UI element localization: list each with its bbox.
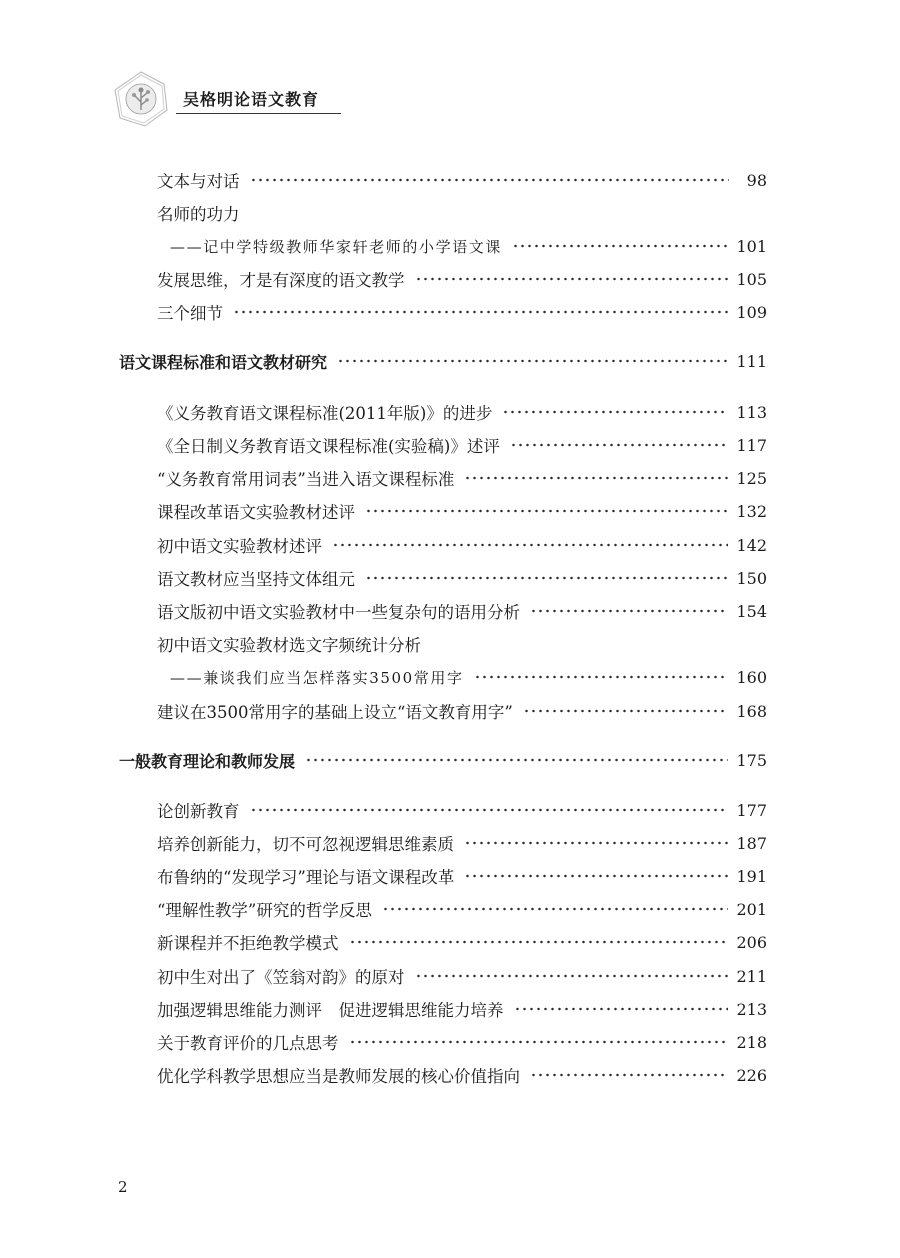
leader-dots bbox=[332, 541, 728, 549]
toc-page-number: 211 bbox=[736, 966, 767, 986]
leader-dots bbox=[530, 607, 728, 615]
toc-entry[interactable] bbox=[157, 397, 767, 427]
leader-dots bbox=[510, 441, 729, 449]
leader-dots bbox=[464, 872, 728, 880]
toc-page-number: 168 bbox=[736, 701, 767, 721]
toc-entry-title: 初中语文实验教材选文字频统计分析 bbox=[157, 636, 421, 655]
toc-entry[interactable] bbox=[157, 563, 767, 593]
toc-entry-title: 加强逻辑思维能力测评 促进逻辑思维能力培养 bbox=[157, 1001, 504, 1020]
section-title: 一般教育理论和教师发展 bbox=[119, 751, 296, 771]
toc-page-number: 98 bbox=[746, 170, 767, 190]
toc-page-number: 109 bbox=[736, 302, 767, 322]
toc-entry-title: “义务教育常用词表”当进入语文课程标准 bbox=[157, 470, 455, 489]
toc-section-heading[interactable] bbox=[119, 346, 767, 376]
leader-dots bbox=[415, 972, 729, 980]
toc-page-number: 101 bbox=[736, 236, 767, 256]
toc-entry[interactable] bbox=[157, 165, 767, 195]
toc-page-number: 206 bbox=[736, 932, 767, 952]
toc-entry-title: 三个细节 bbox=[157, 304, 223, 323]
leader-dots bbox=[530, 1071, 728, 1079]
toc-entry-title: 课程改革语文实验教材述评 bbox=[157, 503, 355, 522]
leader-dots bbox=[514, 1005, 729, 1013]
toc-page-number: 113 bbox=[736, 402, 767, 422]
toc-entry-title: 培养创新能力，切不可忽视逻辑思维素质 bbox=[157, 835, 454, 854]
toc-entry[interactable] bbox=[157, 961, 767, 991]
toc-page-number: 142 bbox=[736, 535, 767, 555]
leader-dots bbox=[250, 806, 729, 814]
toc-page-number: 175 bbox=[736, 750, 767, 770]
leader-dots bbox=[512, 242, 728, 250]
toc-page-number: 213 bbox=[736, 999, 767, 1019]
toc-entry[interactable] bbox=[157, 297, 767, 327]
toc-subtitle: ——兼谈我们应当怎样落实3500常用字 bbox=[170, 668, 464, 687]
toc-entry-title: 发展思维，才是有深度的语文教学 bbox=[157, 271, 405, 290]
toc-entry[interactable] bbox=[157, 861, 767, 891]
toc-entry[interactable] bbox=[157, 530, 767, 560]
toc-entry[interactable] bbox=[157, 795, 767, 825]
book-title: 吴格明论语文教育 bbox=[183, 90, 320, 109]
toc-entry-subtitle[interactable] bbox=[170, 662, 767, 692]
toc-page-number: 191 bbox=[736, 866, 767, 886]
leader-dots bbox=[365, 574, 728, 582]
toc-entry-title: 优化学科教学思想应当是教师发展的核心价值指向 bbox=[157, 1067, 520, 1086]
page-number-footer: 2 bbox=[118, 1178, 128, 1196]
toc-page-number: 150 bbox=[736, 568, 767, 588]
toc-entry-subtitle[interactable] bbox=[170, 231, 767, 261]
toc-entry-title: 《义务教育语文课程标准(2011年版)》的进步 bbox=[157, 404, 493, 423]
toc-page-number: 105 bbox=[736, 269, 767, 289]
toc-page-number: 117 bbox=[736, 435, 767, 455]
toc-entry-title: “理解性教学”研究的哲学反思 bbox=[157, 901, 372, 920]
leader-dots bbox=[250, 176, 730, 184]
toc-subtitle: ——记中学特级教师华家轩老师的小学语文课 bbox=[170, 237, 503, 256]
toc-entry-title: 《全日制义务教育语文课程标准(实验稿)》述评 bbox=[157, 437, 500, 456]
section-title: 语文课程标准和语文教材研究 bbox=[119, 352, 328, 372]
leader-dots bbox=[382, 905, 729, 913]
leader-dots bbox=[464, 474, 728, 482]
toc-entry-title: 关于教育评价的几点思考 bbox=[157, 1034, 339, 1053]
toc-entry[interactable] bbox=[157, 828, 767, 858]
toc-page-number: 154 bbox=[736, 601, 767, 621]
toc-entry[interactable] bbox=[157, 1027, 767, 1057]
toc-entry-title: 初中语文实验教材述评 bbox=[157, 537, 322, 556]
leader-dots bbox=[365, 507, 728, 515]
toc-page-number: 177 bbox=[736, 800, 767, 820]
toc-entry[interactable] bbox=[157, 1060, 767, 1090]
leader-dots bbox=[337, 357, 728, 365]
toc-page-number: 111 bbox=[736, 351, 767, 371]
leader-dots bbox=[349, 1038, 729, 1046]
toc-entry-title: 建议在3500常用字的基础上设立“语文教育用字” bbox=[157, 703, 513, 722]
toc-entry-title: 语文教材应当坚持文体组元 bbox=[157, 570, 355, 589]
toc-entry[interactable] bbox=[157, 198, 767, 228]
toc-entry[interactable] bbox=[157, 894, 767, 924]
leader-dots bbox=[502, 408, 728, 416]
toc-page-number: 187 bbox=[736, 833, 767, 853]
toc-entry[interactable] bbox=[157, 430, 767, 460]
toc-entry[interactable] bbox=[157, 927, 767, 957]
toc-page-number: 218 bbox=[736, 1032, 767, 1052]
leader-dots bbox=[349, 938, 729, 946]
toc-section-heading[interactable] bbox=[119, 745, 767, 775]
toc-page-number: 160 bbox=[736, 667, 767, 687]
toc-entry[interactable] bbox=[157, 629, 767, 659]
toc-entry-title: 初中生对出了《笠翁对韵》的原对 bbox=[157, 968, 405, 987]
toc-entry-title: 论创新教育 bbox=[157, 802, 240, 821]
toc-entry-title: 语文版初中语文实验教材中一些复杂句的语用分析 bbox=[157, 603, 520, 622]
running-header bbox=[112, 70, 412, 130]
toc-entry[interactable] bbox=[157, 696, 767, 726]
toc-entry[interactable] bbox=[157, 264, 767, 294]
leader-dots bbox=[523, 707, 729, 715]
leader-dots bbox=[464, 839, 728, 847]
toc-page-number: 132 bbox=[736, 501, 767, 521]
toc-entry[interactable] bbox=[157, 596, 767, 626]
header-rule bbox=[176, 113, 341, 114]
toc-entry[interactable] bbox=[157, 994, 767, 1024]
toc-page-number: 226 bbox=[736, 1065, 767, 1085]
toc-entry-title: 新课程并不拒绝教学模式 bbox=[157, 934, 339, 953]
toc-page-number: 201 bbox=[736, 899, 767, 919]
leader-dots bbox=[415, 275, 729, 283]
toc-entry[interactable] bbox=[157, 463, 767, 493]
toc-entry[interactable] bbox=[157, 496, 767, 526]
leader-dots bbox=[233, 308, 728, 316]
toc-entry-title: 文本与对话 bbox=[157, 172, 240, 191]
leader-dots bbox=[474, 673, 729, 681]
toc-page-number: 125 bbox=[736, 468, 767, 488]
tree-emblem-icon bbox=[112, 70, 170, 128]
toc-entry-title: 名师的功力 bbox=[157, 205, 240, 224]
toc-entry-title: 布鲁纳的“发现学习”理论与语文课程改革 bbox=[157, 868, 455, 887]
leader-dots bbox=[305, 756, 728, 764]
